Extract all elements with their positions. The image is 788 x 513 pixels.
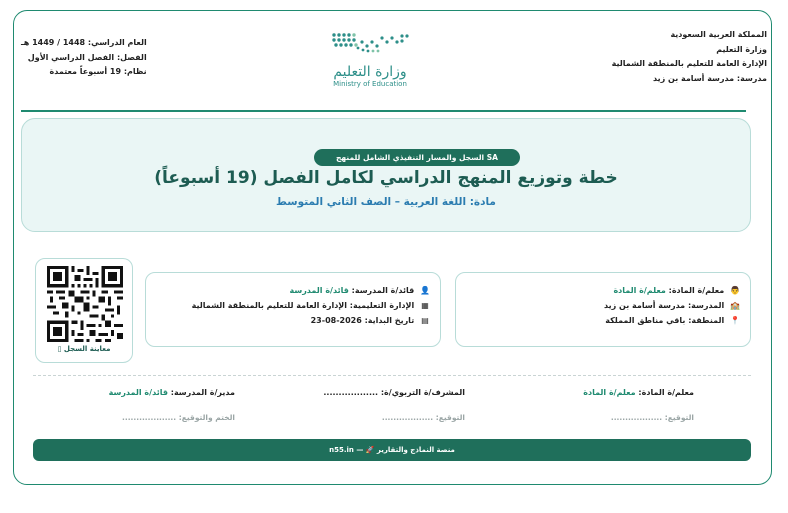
academic-year: العام الدراسي: 1448 / 1449 هـ bbox=[21, 38, 147, 47]
qr-label-text: معاينة السجل bbox=[63, 345, 111, 353]
start-date-label: تاريخ البداية: bbox=[364, 316, 415, 325]
principal-value: قائد/ة المدرسة bbox=[289, 286, 349, 295]
calendar-icon: ▤ bbox=[421, 316, 429, 325]
logo-arabic-text: وزارة التعليم bbox=[333, 64, 407, 80]
ministry-logo-dots-icon bbox=[328, 30, 412, 58]
admin-row bbox=[156, 298, 430, 313]
header-left-block bbox=[21, 36, 147, 80]
region-label: المنطقة: bbox=[688, 316, 725, 325]
title-banner bbox=[21, 118, 751, 232]
location-pin-icon: 📍 bbox=[730, 316, 740, 325]
school-icon: 🏫 bbox=[730, 301, 740, 310]
teacher-value: معلم/ة المادة bbox=[613, 286, 666, 295]
page-title: خطة وتوزيع المنهج الدراسي لكامل الفصل (19 أسبوعاً) bbox=[154, 168, 618, 188]
school-label: المدرسة: bbox=[687, 301, 725, 310]
person-icon: 👤 bbox=[420, 286, 430, 295]
teacher-signature-label bbox=[583, 388, 694, 397]
system-label: نظام: 19 أسبوعاً معتمدة bbox=[49, 67, 147, 76]
building-icon: ▦ bbox=[421, 301, 429, 310]
subject-prefix: مادة: bbox=[469, 196, 496, 208]
sig-teacher-label: معلم/ة المادة: bbox=[638, 388, 694, 397]
supervisor-signature-label bbox=[323, 388, 465, 397]
sig-supervisor-value: .................. bbox=[323, 388, 379, 397]
school-row bbox=[466, 298, 740, 313]
region-value: باقي مناطق المملكة bbox=[605, 316, 686, 325]
qr-code-icon[interactable] bbox=[47, 266, 123, 342]
school-info-card bbox=[145, 272, 441, 347]
section-divider bbox=[33, 375, 751, 376]
qr-card[interactable] bbox=[35, 258, 133, 363]
qr-preview-label bbox=[36, 345, 132, 353]
header-right-block bbox=[612, 28, 767, 86]
admin-value: الإدارة العامة للتعليم بالمنطقة الشمالية bbox=[191, 301, 347, 310]
school-value: مدرسة أسامة بن زيد bbox=[604, 301, 686, 310]
sig-supervisor-label: المشرف/ة التربوي/ة: bbox=[380, 388, 465, 397]
subject-value: اللغة العربية – الصف الثاني المتوسط bbox=[276, 196, 467, 208]
sig-teacher-value: معلم/ة المادة bbox=[583, 388, 636, 397]
principal-row bbox=[156, 283, 430, 298]
subject-line bbox=[22, 196, 750, 208]
term-label: الفصل: الفصل الدراسي الأول bbox=[27, 52, 147, 62]
kingdom-label: المملكة العربية السعودية bbox=[670, 30, 767, 39]
sig-principal-label: مدير/ة المدرسة: bbox=[170, 388, 235, 397]
teacher-row bbox=[466, 283, 740, 298]
sig-principal-value: قائد/ة المدرسة bbox=[108, 388, 168, 397]
footer-text[interactable]: منصة النماذج والتقارير 🚀 — n55.in bbox=[329, 446, 455, 454]
principal-signature-label bbox=[109, 388, 235, 397]
record-badge: SA السجل والمسار التنفيذي الشامل للمنهج bbox=[314, 149, 520, 166]
principal-label: قائد/ة المدرسة: bbox=[351, 286, 415, 295]
supervisor-sign-field[interactable]: التوقيع: .................. bbox=[381, 413, 465, 422]
footer-bar[interactable] bbox=[33, 439, 751, 461]
logo-english-text: Ministry of Education bbox=[333, 80, 407, 88]
principal-stamp-field[interactable]: الختم والتوقيع: ................... bbox=[122, 413, 235, 422]
start-date-row bbox=[156, 313, 430, 328]
teacher-sign-field[interactable]: التوقيع: .................. bbox=[610, 413, 694, 422]
school-label: مدرسة: مدرسة أسامة بن زيد bbox=[653, 73, 767, 83]
teacher-icon: 👨 bbox=[730, 286, 740, 295]
ministry-label: وزارة التعليم bbox=[716, 44, 767, 54]
start-date-value: 2026-08-23 bbox=[310, 316, 362, 325]
teacher-info-card bbox=[455, 272, 751, 347]
phone-icon: ▯ bbox=[57, 345, 62, 353]
admin-label: الإدارة التعليمية: bbox=[349, 301, 415, 310]
region-row bbox=[466, 313, 740, 328]
teacher-label: معلم/ة المادة: bbox=[668, 286, 725, 295]
ministry-logo bbox=[320, 30, 420, 100]
directorate-label: الإدارة العامة للتعليم بالمنطقة الشمالية bbox=[611, 59, 767, 68]
header-divider bbox=[21, 110, 746, 112]
